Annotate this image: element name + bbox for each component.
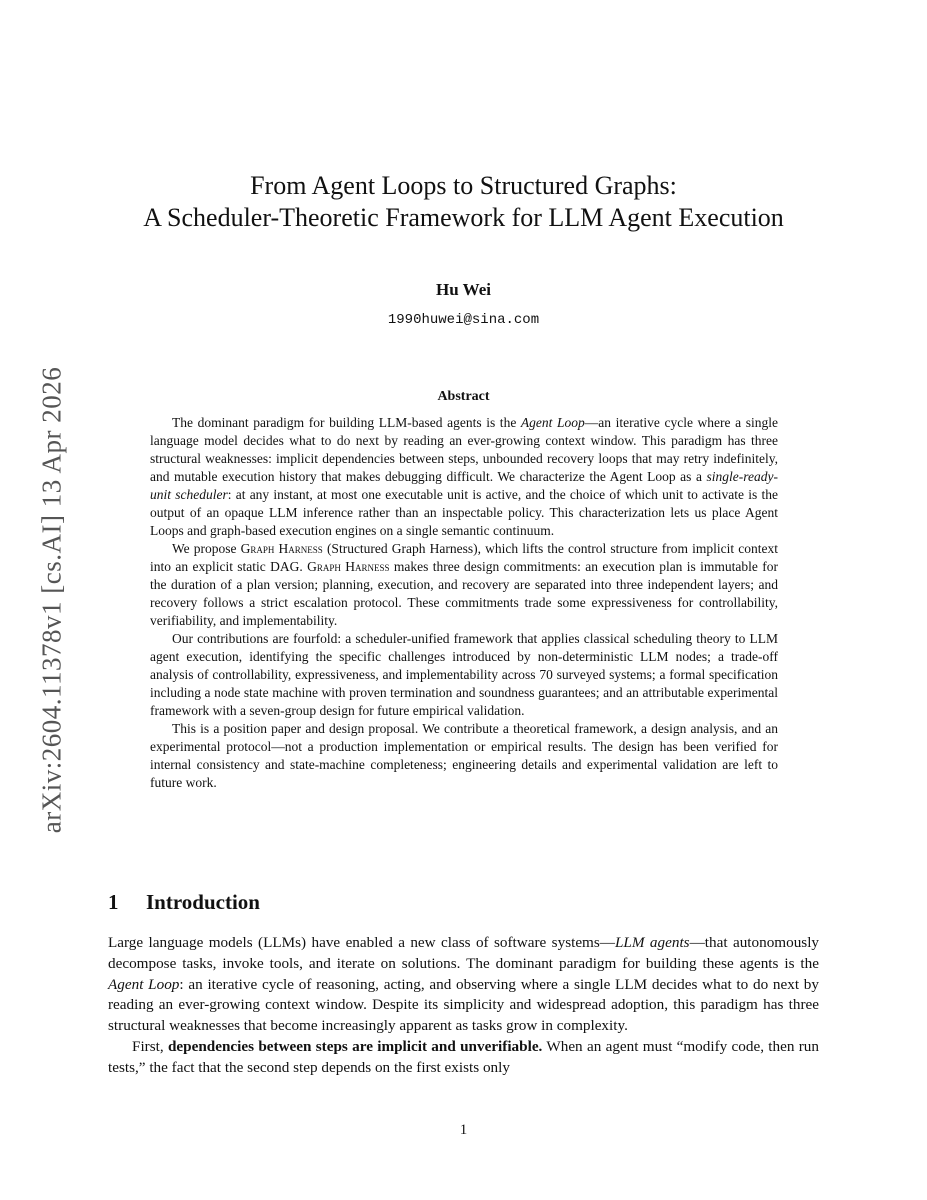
section-title: Introduction — [146, 890, 260, 914]
emphasis: Agent Loop — [520, 415, 585, 430]
introduction-body — [108, 933, 819, 1079]
emphasis: LLM agents — [614, 934, 690, 951]
paper-title — [0, 170, 927, 234]
bold-claim: dependencies between steps are implicit and unverifiable. — [167, 1037, 543, 1055]
arxiv-identifier: arXiv:2604.11378v1 [cs.AI] 13 Apr 2026 — [36, 366, 67, 834]
emphasis: Agent Loop — [108, 975, 180, 993]
emphasis: single-ready-unit scheduler — [150, 469, 778, 502]
abstract-paragraph-3: Our contributions are fourfold: a scheduler-unified framework that applies classical scheduling theory to LLM agent execution, identifying the specific challenges introduced by non-deterministic LLM nodes; a trade-off analysis of controllability, expressiveness, and implementability across 70 surveyed systems; a formal specification including a node state machine with proven termination and soundness guarantees; and an attributable experimental framework with a seven-group design for future empirical validation. — [150, 631, 778, 718]
page-number: 1 — [459, 1122, 468, 1138]
title-line-2: A Scheduler-Theoretic Framework for LLM Agent Execution — [143, 203, 784, 232]
abstract-paragraph-4: This is a position paper and design proposal. We contribute a theoretical framework, a design analysis, and an experimental protocol—not a production implementation or empirical results. The design has been verified for internal consistency and state-machine completeness; engineering details and experimental validation are left to future work. — [150, 721, 778, 790]
author-email: 1990huwei@sina.com — [387, 312, 540, 328]
title-line-1: From Agent Loops to Structured Graphs: — [250, 171, 677, 200]
author-name: Hu Wei — [436, 280, 491, 299]
system-name: Graph Harness — [307, 559, 390, 574]
intro-paragraph-1: Large language models (LLMs) have enabled a new class of software systems—LLM agents—that autonomously decompose tasks, invoke tools, and iterate on solutions. The dominant paradigm for building these agents is the Agent Loop: an iterative cycle of reasoning, acting, and observing where a single LLM decides what to do next by reading an ever-growing context window. Despite its simplicity and widespread adoption, this paradigm has three structural weaknesses that become increasingly apparent as tasks grow in complexity. — [108, 934, 820, 1035]
section-number: 1 — [108, 890, 119, 914]
system-name: Graph Harness — [240, 541, 323, 556]
abstract-heading: Abstract — [437, 389, 490, 404]
intro-paragraph-2: First, dependencies between steps are implicit and unverifiable. When an agent must “modify code, then run tests,” the fact that the second step depends on the first exists only — [108, 1037, 819, 1076]
abstract-body — [150, 414, 778, 792]
abstract-paragraph-1: The dominant paradigm for building LLM-based agents is the Agent Loop—an iterative cycle where a single language model decides what to do next by reading an ever-growing context window. This paradigm has three structural weaknesses: implicit dependencies between steps, unbounded recovery loops that may retry indefinitely, and mutable execution history that makes debugging difficult. We characterize the Agent Loop as a single-ready-unit scheduler: at any instant, at most one executable unit is active, and the choice of which unit to activate is the output of an opaque LLM inference rather than an inspectable policy. This characterization lets us place Agent Loops and graph-based execution engines on a single semantic continuum. — [150, 415, 778, 538]
abstract-paragraph-2: We propose Graph Harness (Structured Graph Harness), which lifts the control structure from implicit context into an explicit static DAG. Graph Harness makes three design commitments: an execution plan is immutable for the duration of a plan version; planning, execution, and recovery are separated into three independent layers; and recovery follows a strict escalation protocol. These commitments trade some expressiveness for controllability, verifiability, and implementability. — [150, 541, 778, 628]
section-heading — [108, 890, 260, 915]
